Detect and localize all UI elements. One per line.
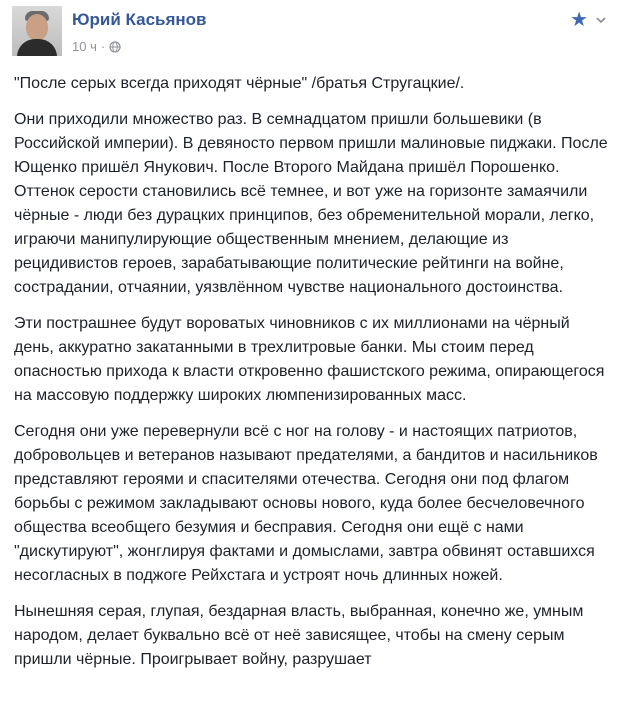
post-paragraph: Эти пострашнее будут вороватых чиновников с их миллионами на чёрный день, аккуратно закатанными в трехлитровые банки. Мы стоим перед опасностью прихода к власти откровенно фашистского режима, опирающегося на массовую поддержку широких люмпенизированных масс.	[14, 315, 605, 404]
post-text	[14, 72, 610, 684]
post-actions	[570, 10, 608, 30]
globe-icon[interactable]	[109, 41, 121, 53]
meta-separator: ·	[100, 39, 106, 54]
post-header	[12, 6, 608, 62]
post-paragraph: Нынешняя серая, глупая, бездарная власть, выбранная, конечно же, умным народом, делает буквально всё от неё зависящее, чтобы на смену серым пришли чёрные. Проигрывает войну, разрушает	[14, 603, 584, 668]
chevron-down-icon[interactable]	[594, 13, 608, 27]
post-paragraph: Они приходили множество раз. В семнадцатом пришли большевики (в Российской империи). В девяносто первом пришли малиновые пиджаки. После Ющенко пришёл Янукович. После Второго Майдана пришёл Порошенко. Оттенок серости становились всё темнее, и вот уже на горизонте замаячили чёрные - люди без дурацких принципов, без обременительной морали, легко, играючи манипулирующие общественным мнением, делающие из рецидивистов героев, зарабатывающие политические рейтинги на войне, сострадании, отчаянии, уязвлённом чувстве национального достоинства.	[14, 111, 608, 296]
post-meta	[72, 39, 121, 54]
post-paragraph: "После серых всегда приходят чёрные" /братья Стругацкие/.	[14, 75, 465, 92]
post-paragraph: Сегодня они уже перевернули всё с ног на голову - и настоящих патриотов, добровольцев и ветеранов называют предателями, а бандитов и насильников представляют героями и спасителями отечества. Сегодня они под флагом борьбы с режимом закладывают основы нового, куда более бесчеловечного общества всеобщего безумия и бесправия. Сегодня они ещё с нами "дискутируют", жонглируя фактами и домыслами, завтра обвинят оставшихся несогласных в поджоге Рейхстага и устроят ночь длинных ножей.	[14, 423, 598, 584]
author-name[interactable]: Юрий Касьянов	[72, 10, 207, 29]
star-icon[interactable]: ★	[570, 9, 588, 31]
avatar[interactable]	[12, 6, 62, 56]
post-time[interactable]: 10 ч	[72, 39, 97, 54]
